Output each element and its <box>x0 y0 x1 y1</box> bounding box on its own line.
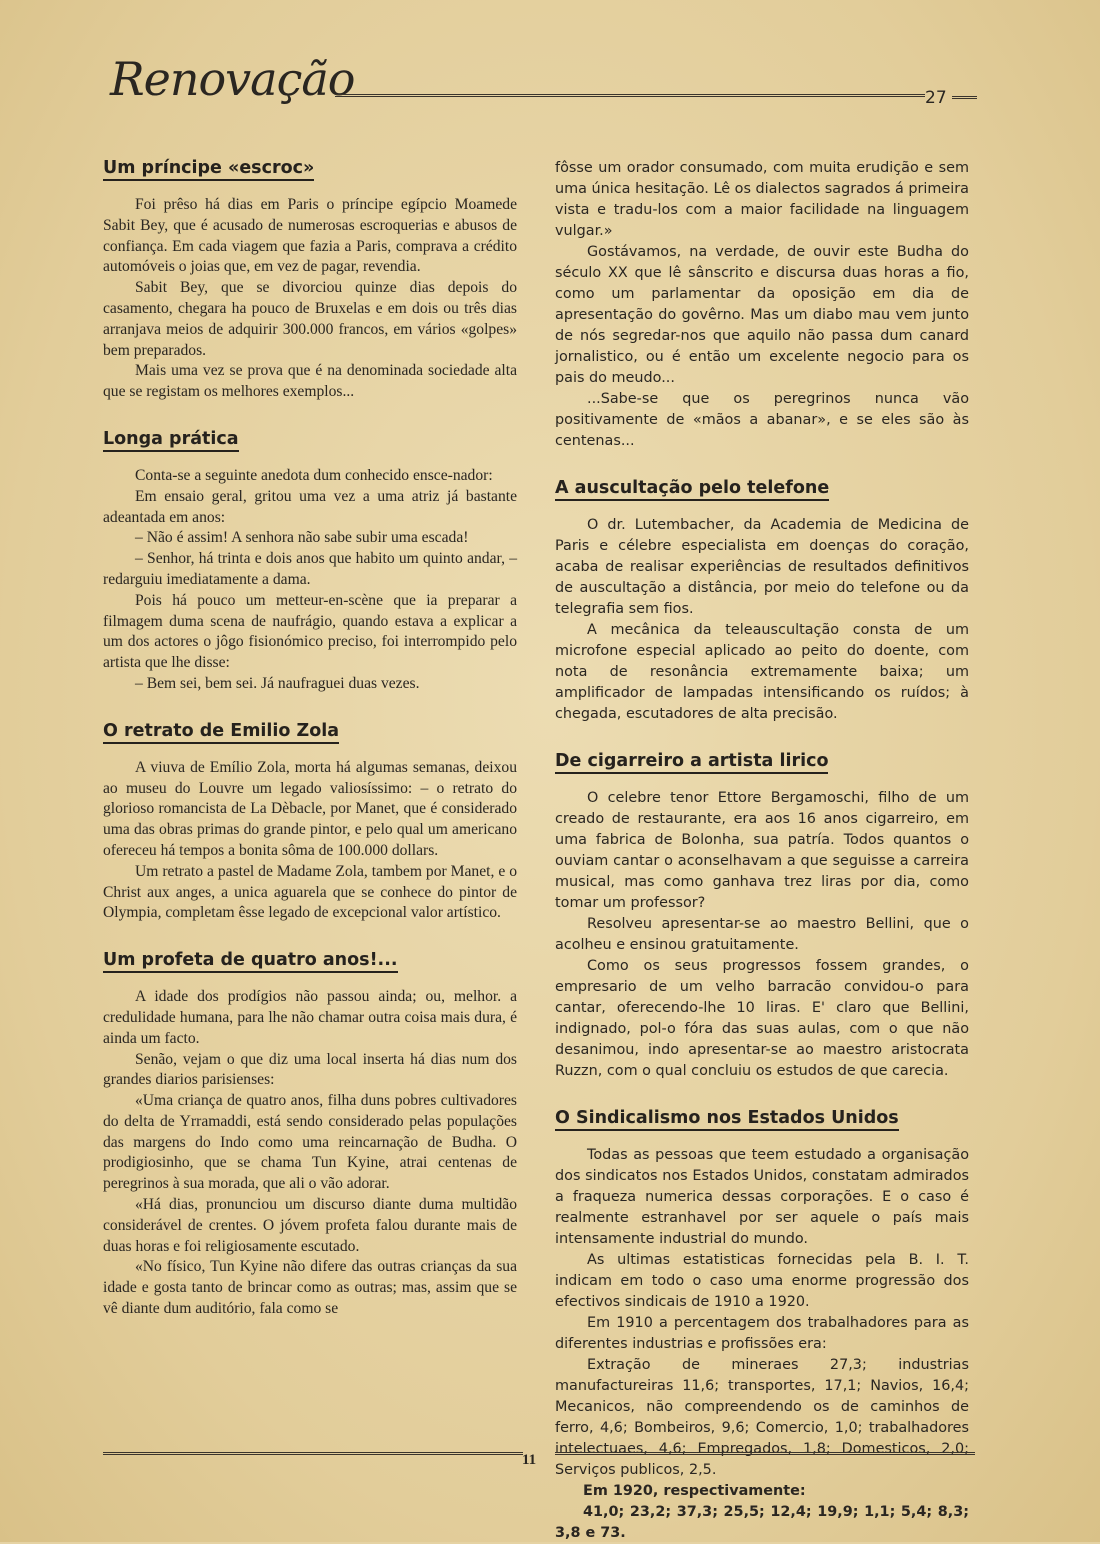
header-rule <box>335 94 925 97</box>
article-paragraph: Todas as pessoas que teem estudado a organisação dos sindicatos nos Estados Unidos, constatam admirados a fraqueza numerica dessas corporações. E o caso é realmente estranhavel por ser aquele o país mais intensamente industrial do mundo. <box>555 1147 969 1247</box>
article-headline: De cigarreiro a artista lirico <box>555 751 828 774</box>
article-paragraph: – Bem sei, bem sei. Já naufraguei duas vezes. <box>135 674 420 692</box>
article-headline: Longa prática <box>103 429 239 452</box>
article-paragraph: Gostávamos, na verdade, de ouvir este Budha do século XX que lê sânscrito e discursa duas horas a fio, como um parlamentar da oposição em dia de apresentação do govêrno. Mas um diabo mau vem junto de nós segredar-nos que aquilo não passa dum canard jornalistico, ou é então um excelente negocio para os pais do meudo... <box>555 244 969 386</box>
article-paragraph: A idade dos prodígios não passou ainda; ou, melhor. a credulidade humana, para lhe não chamar outra coisa mais dura, é ainda um facto. <box>103 988 517 1047</box>
article-retrato-zola <box>103 721 517 924</box>
article-paragraph: Em 1910 a percentagem dos trabalhadores para as diferentes industrias e profissões era: <box>555 1315 969 1352</box>
article-longa-pratica <box>103 429 517 695</box>
article-paragraph: fôsse um orador consumado, com muita erudição e sem uma única hesitação. Lê os dialectos sagrados á primeira vista e tradu-los com a maior facilidade na linguagem vulgar.» <box>555 160 969 239</box>
left-column <box>103 158 517 1320</box>
header-rule-end <box>952 96 977 99</box>
article-paragraph: ...Sabe-se que os peregrinos nunca vão positivamente de «mãos a abanar», e se eles são às centenas... <box>555 391 969 449</box>
article-headline: O Sindicalismo nos Estados Unidos <box>555 1108 899 1131</box>
article-paragraph: O celebre tenor Ettore Bergamoschi, filho de um creado de restaurante, era aos 16 anos cigarreiro, em uma fabrica de Bolonha, sua patría. Todos quantos o ouviam cantar o aconselhavam a que seguisse a carreira musical, mas como ganhava trez liras por dia, como tomar um professor? <box>555 790 969 911</box>
article-paragraph: – Não é assim! A senhora não sabe subir uma escada! <box>135 529 469 547</box>
article-profeta-continued <box>555 158 969 452</box>
article-headline: A auscultação pelo telefone <box>555 478 829 501</box>
footer-rule <box>555 1452 975 1455</box>
right-column <box>555 158 969 1544</box>
article-paragraph: O dr. Lutembacher, da Academia de Medicina de Paris e célebre especialista em doenças do coração, acaba de realisar experiências de resultados definitivos de auscultação a distância, por meio do telefone ou da telegrafia sem fios. <box>555 517 969 617</box>
page-number: 27 <box>925 88 947 108</box>
article-principe-escroc <box>103 158 517 403</box>
article-paragraph: As ultimas estatisticas fornecidas pela B. I. T. indicam em todo o caso uma enorme progressão dos efectivos sindicais de 1910 a 1920. <box>555 1252 969 1310</box>
article-paragraph: Sabit Bey, que se divorciou quinze dias depois do casamento, chegara ha pouco de Bruxelas e em dois ou três dias arranjava meios de adquirir 300.000 francos, em vários «golpes» bem preparados. <box>103 279 517 359</box>
article-paragraph: «Uma criança de quatro anos, filha duns pobres cultivadores do delta de Yrramaddi, está sendo considerado pelas populações das margens do Indo como uma reincarnação de Budha. O prodigiosinho, que se chama Tun Kyine, atrai centenas de peregrinos à sua morada, que ali o vão adorar. <box>103 1092 517 1193</box>
footer-page-number: 11 <box>522 1452 537 1468</box>
article-headline: Um príncipe «escroc» <box>103 158 314 181</box>
article-paragraph: Um retrato a pastel de Madame Zola, tambem por Manet, e o Christ aux anges, a unica aguarela que se conhece do pintor de Olympia, completam êsse legado de excepcional valor artístico. <box>103 862 517 922</box>
article-paragraph: Foi prêso há dias em Paris o príncipe egípcio Moamede Sabit Bey, que é acusado de numerosas escroquerias e abusos de confiança. Em cada viagem que fazia a Paris, comprava a crédito automóveis o joias que, em vez de pagar, revendia. <box>103 196 517 276</box>
footer-rule <box>103 1452 523 1455</box>
article-paragraph: Em 1920, respectivamente: <box>583 1483 806 1499</box>
article-paragraph: Conta-se a seguinte anedota dum conhecido ensce-nador: <box>135 466 493 484</box>
article-auscultacao <box>555 478 969 725</box>
article-paragraph: Resolveu apresentar-se ao maestro Bellini, que o acolheu e ensinou gratuitamente. <box>555 916 969 953</box>
article-paragraph: Extração de mineraes 27,3; industrias manufactureiras 11,6; transportes, 17,1; Navios, 16,4; Mecanicos, não compreendendo os de caminhos de ferro, 4,6; Bombeiros, 9,6; Comercio, 1,0; trabalhadores intelectuaes, 4,6; Empregados, 1,8; Domesticos, 2,0; Serviços publicos, 2,5. <box>555 1357 969 1478</box>
article-paragraph: – Senhor, há trinta e dois anos que habito um quinto andar, – redarguiu imediatamente a dama. <box>103 550 517 588</box>
article-sindicalismo <box>555 1108 969 1544</box>
article-paragraph: «Há dias, pronunciou um discurso diante duma multidão considerável de crentes. O jóvem profeta falou durante mais de duas horas e foi religiosamente escutado. <box>103 1196 517 1255</box>
article-paragraph: Pois há pouco um metteur-en-scène que ia preparar a filmagem duma scena de naufrágio, quando estava a explicar a um dos actores o jôgo fisionómico preciso, foi interrompido pelo artista que lhe disse: <box>103 591 517 672</box>
article-paragraph: Como os seus progressos fossem grandes, o empresario de um velho barracão convidou-o para cantar, oferecendo-lhe 10 liras. E' claro que Bellini, indignado, pol-o fóra das suas aulas, com o que não desanimou, indo apresentar-se ao maestro aristocrata Ruzzn, com o qual concluiu os estudos de que carecia. <box>555 958 969 1079</box>
article-paragraph: A viuva de Emílio Zola, morta há algumas semanas, deixou ao museu do Louvre um legado valiosíssimo: – o retrato do glorioso romancista de La Dèbacle, por Manet, que é considerado uma das obras primas do grande pintor, e pelo qual um americano ofereceu há tempos a bonita sôma de 100.000 dollars. <box>103 758 517 859</box>
magazine-logo: Renovação <box>110 52 355 106</box>
article-paragraph: Senão, vejam o que diz uma local inserta há dias num dos grandes diarios parisienses: <box>103 1050 517 1089</box>
article-cigarreiro <box>555 751 969 1082</box>
article-paragraph: Mais uma vez se prova que é na denominada sociedade alta que se registam os melhores exemplos... <box>103 362 517 401</box>
article-paragraph: Em ensaio geral, gritou uma vez a uma atriz já bastante adeantada em anos: <box>103 487 517 526</box>
article-paragraph: A mecânica da teleauscultação consta de um microfone especial aplicado ao peito do doente, com nota de resonância extremamente baixa; um amplificador de lampadas intensificando os ruídos; à chegada, escutadores de alta precisão. <box>555 622 969 722</box>
statistics-line: 41,0; 23,2; 37,3; 25,5; 12,4; 19,9; 1,1; 5,4; 8,3; 3,8 e 73. <box>555 1504 969 1541</box>
article-paragraph: «No físico, Tun Kyine não difere das outras crianças da sua idade e gosta tanto de brincar como as outras; mas, assim que se vê diante dum auditório, fala como se <box>103 1258 517 1318</box>
article-profeta <box>103 950 517 1320</box>
article-headline: Um profeta de quatro anos!... <box>103 950 398 973</box>
masthead <box>110 50 990 120</box>
article-headline: O retrato de Emilio Zola <box>103 721 339 744</box>
